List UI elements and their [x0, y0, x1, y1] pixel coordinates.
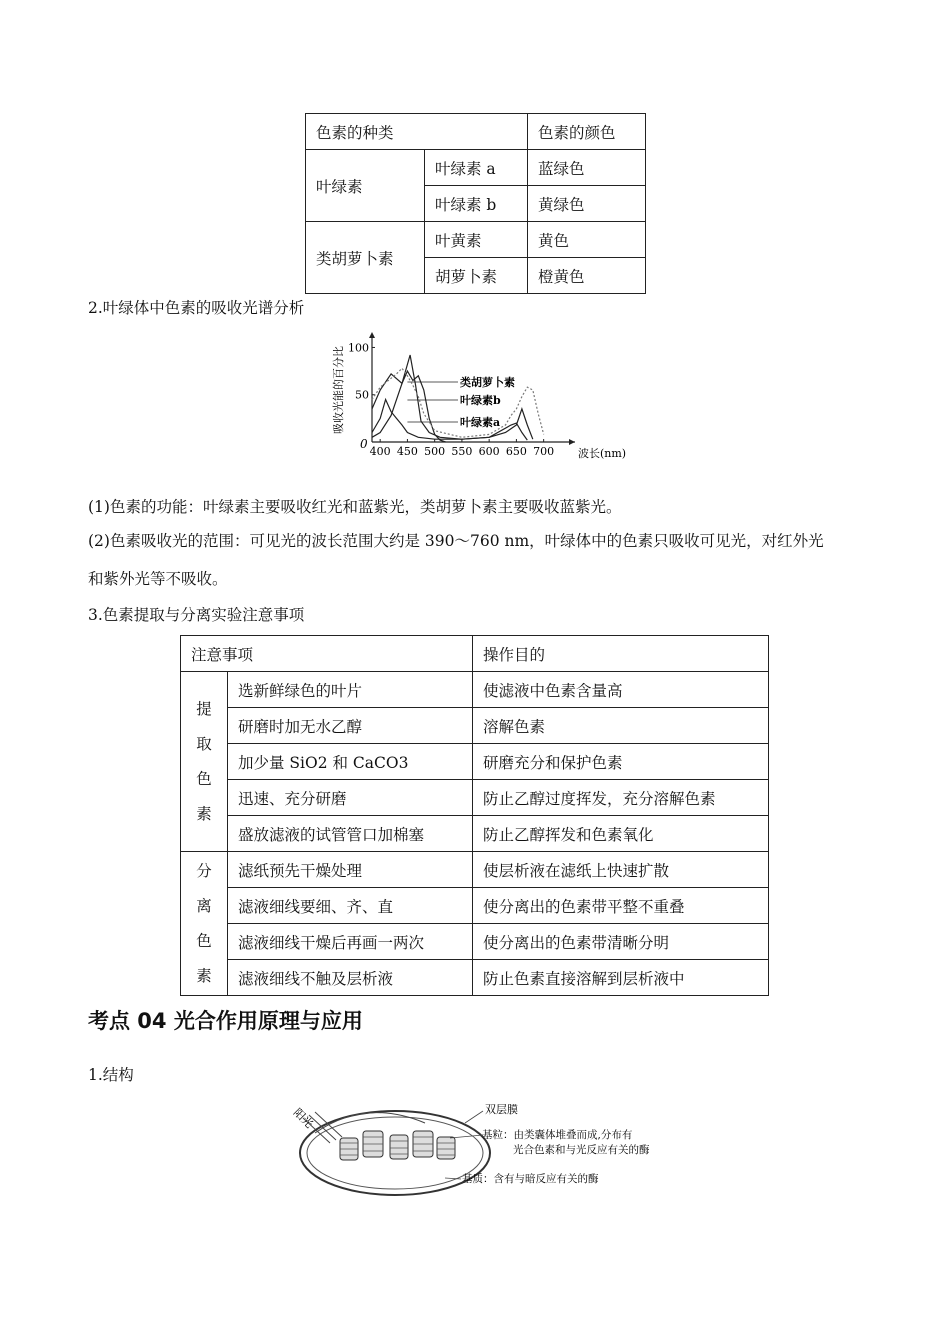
sunlight-label: 阳光	[290, 1105, 316, 1131]
note-cell: 迅速、充分研磨	[228, 780, 473, 816]
group-separation-label	[181, 852, 228, 996]
group-char: 离	[196, 896, 212, 915]
x-tick-label: 650	[505, 445, 527, 458]
paragraph-pigment-function: (1)色素的功能：叶绿素主要吸收红光和蓝紫光，类胡萝卜素主要吸收蓝紫光。	[88, 498, 622, 516]
purpose-cell: 使分离出的色素带清晰分明	[473, 924, 769, 960]
note-cell: 盛放滤液的试管管口加棉塞	[228, 816, 473, 852]
y-tick-label: 100	[348, 341, 369, 355]
grana-label-line2: 光合色素和与光反应有关的酶	[513, 1144, 650, 1156]
series-line	[372, 400, 533, 440]
group-extraction-label	[181, 672, 228, 852]
membrane-label: 双层膜	[485, 1103, 518, 1116]
series-line	[372, 368, 544, 437]
note-cell: 滤液细线干燥后再画一两次	[228, 924, 473, 960]
x-tick-label: 700	[533, 445, 555, 458]
grana-label-line1: 基粒：由类囊体堆叠而成,分布有	[482, 1129, 633, 1141]
header-notes: 注意事项	[181, 636, 473, 672]
purpose-cell: 使层析液在滤纸上快速扩散	[473, 852, 769, 888]
series-label: 类胡萝卜素	[460, 376, 515, 389]
note-cell: 滤液细线不触及层析液	[228, 960, 473, 996]
group-char: 色	[196, 769, 212, 788]
x-axis-arrow	[569, 439, 575, 445]
group-char: 提	[196, 699, 212, 718]
header-pigment-color: 色素的颜色	[528, 114, 646, 150]
chloroplast-diagram	[285, 1093, 665, 1203]
pigment-color: 黄绿色	[528, 186, 646, 222]
series-label: 叶绿素b	[460, 394, 501, 407]
pigment-name: 胡萝卜素	[425, 258, 528, 294]
group-char: 素	[196, 966, 212, 985]
pigment-name: 叶黄素	[425, 222, 528, 258]
stroma-label: 基质：含有与暗反应有关的酶	[462, 1173, 599, 1185]
purpose-cell: 防止乙醇过度挥发，充分溶解色素	[473, 780, 769, 816]
note-cell: 选新鲜绿色的叶片	[228, 672, 473, 708]
grana-stacks	[340, 1131, 455, 1160]
group-char: 色	[196, 931, 212, 950]
purpose-cell: 溶解色素	[473, 708, 769, 744]
purpose-cell: 防止色素直接溶解到层析液中	[473, 960, 769, 996]
group-char: 分	[196, 861, 212, 880]
section-3-title: 3.色素提取与分离实验注意事项	[88, 606, 305, 624]
group-char: 取	[196, 734, 212, 753]
x-axis-label: 波长(nm)	[578, 447, 627, 460]
structure-title: 1.结构	[88, 1066, 134, 1084]
absorption-spectrum-chart	[330, 330, 630, 465]
section-2-title: 2.叶绿体中色素的吸收光谱分析	[88, 299, 305, 317]
experiment-notes-table	[180, 635, 769, 996]
x-tick-label: 400	[369, 445, 391, 458]
x-tick-label: 500	[424, 445, 446, 458]
purpose-cell: 使滤液中色素含量高	[473, 672, 769, 708]
y-axis-label: 吸收光能的百分比	[332, 346, 345, 434]
origin-label: 0	[360, 437, 368, 451]
pigment-color: 蓝绿色	[528, 150, 646, 186]
pigment-color: 黄色	[528, 222, 646, 258]
note-cell: 滤液细线要细、齐、直	[228, 888, 473, 924]
x-tick-label: 600	[478, 445, 500, 458]
group-name: 叶绿素	[306, 150, 425, 222]
pigment-color-table	[305, 113, 646, 294]
x-tick-label: 550	[451, 445, 473, 458]
pigment-color: 橙黄色	[528, 258, 646, 294]
purpose-cell: 防止乙醇挥发和色素氧化	[473, 816, 769, 852]
y-tick-label: 50	[355, 388, 369, 402]
series-line	[372, 355, 527, 440]
purpose-cell: 研磨充分和保护色素	[473, 744, 769, 780]
paragraph-absorption-range-line1: (2)色素吸收光的范围：可见光的波长范围大约是 390～760 nm，叶绿体中的色素只吸收可见光，对红外光	[88, 532, 824, 550]
header-pigment-type: 色素的种类	[306, 114, 528, 150]
purpose-cell: 使分离出的色素带平整不重叠	[473, 888, 769, 924]
group-name: 类胡萝卜素	[306, 222, 425, 294]
pigment-name: 叶绿素 b	[425, 186, 528, 222]
header-purpose: 操作目的	[473, 636, 769, 672]
series-label: 叶绿素a	[460, 416, 501, 429]
y-axis-arrow	[369, 332, 375, 338]
note-cell: 研磨时加无水乙醇	[228, 708, 473, 744]
pigment-name: 叶绿素 a	[425, 150, 528, 186]
group-char: 素	[196, 804, 212, 823]
note-cell: 加少量 SiO2 和 CaCO3	[228, 744, 473, 780]
section-heading: 考点 04 光合作用原理与应用	[88, 1009, 363, 1033]
note-cell: 滤纸预先干燥处理	[228, 852, 473, 888]
x-tick-label: 450	[396, 445, 418, 458]
paragraph-absorption-range-line2: 和紫外光等不吸收。	[88, 570, 228, 588]
